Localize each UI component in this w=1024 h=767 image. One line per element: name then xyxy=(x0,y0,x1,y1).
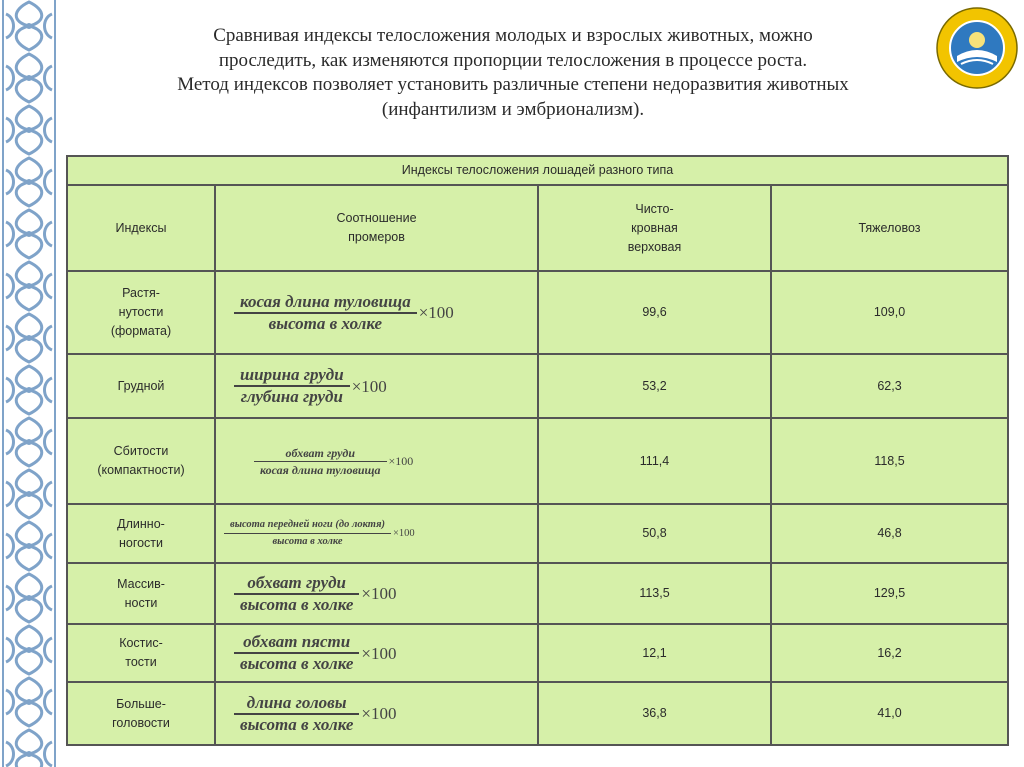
intro-line: (инфантилизм и эмбрионализм). xyxy=(381,98,645,120)
index-name-line: Грудной xyxy=(117,378,165,393)
index-name xyxy=(67,354,215,418)
index-name xyxy=(67,271,215,354)
formula-multiplier: ×100 xyxy=(393,528,415,539)
ratio-formula xyxy=(215,563,538,624)
formula-fraction xyxy=(234,632,359,674)
formula-numerator: обхват груди xyxy=(254,445,387,462)
table-title: Индексы телосложения лошадей разного типа xyxy=(67,156,1008,185)
formula-fraction xyxy=(234,292,417,334)
index-name-line: Массив- xyxy=(117,576,165,591)
ratio-formula xyxy=(215,624,538,682)
formula-denominator: высота в холке xyxy=(240,594,354,614)
formula-multiplier: ×100 xyxy=(361,643,397,663)
value-riding: 36,8 xyxy=(538,682,771,745)
body-index-table xyxy=(66,155,1009,746)
ratio-formula xyxy=(215,354,538,418)
university-emblem-icon xyxy=(935,6,1019,90)
table-row xyxy=(67,682,1008,745)
formula-fraction xyxy=(234,693,359,735)
value-draft: 129,5 xyxy=(771,563,1008,624)
value-draft: 16,2 xyxy=(771,624,1008,682)
table-row xyxy=(67,271,1008,354)
index-name xyxy=(67,624,215,682)
index-name-line: Растя- xyxy=(122,286,160,300)
index-name xyxy=(67,418,215,504)
index-name-line: тости xyxy=(125,655,157,669)
header-ratio-line: Соотношение xyxy=(336,211,417,225)
value-draft: 118,5 xyxy=(771,418,1008,504)
header-riding-line: Чисто- xyxy=(635,201,674,216)
index-name-line: Больше- xyxy=(116,696,166,711)
formula-denominator: высота в холке xyxy=(268,313,383,333)
header-riding xyxy=(538,185,771,271)
value-riding: 50,8 xyxy=(538,504,771,563)
formula-denominator: высота в холке xyxy=(240,714,354,734)
header-riding-line: кровная xyxy=(631,220,678,235)
ratio-formula xyxy=(215,271,538,354)
table-row xyxy=(67,354,1008,418)
formula-fraction xyxy=(234,365,350,407)
table-title-row xyxy=(67,156,1008,185)
formula-multiplier: ×100 xyxy=(418,303,454,322)
intro-line: Метод индексов позволяет установить различные степени недоразвития животных xyxy=(177,74,849,95)
value-draft: 46,8 xyxy=(771,504,1008,563)
formula-fraction xyxy=(254,445,387,478)
header-riding-line: верховая xyxy=(627,239,682,254)
formula-numerator: обхват груди xyxy=(234,573,359,595)
formula-numerator: ширина груди xyxy=(234,365,350,387)
index-name-line: головости xyxy=(112,715,170,730)
index-name-line: ности xyxy=(124,595,158,610)
formula-fraction xyxy=(234,573,359,615)
value-riding: 99,6 xyxy=(538,271,771,354)
header-ratio-line: промеров xyxy=(348,230,405,244)
index-name-line: Сбитости xyxy=(113,444,169,458)
ratio-formula xyxy=(215,418,538,504)
formula-denominator: высота в холке xyxy=(272,536,343,547)
intro-line: Сравнивая индексы телосложения молодых и взрослых животных, можно xyxy=(213,25,813,46)
index-name-line: нутости xyxy=(118,305,164,319)
header-ratio xyxy=(215,185,538,271)
formula-multiplier: ×100 xyxy=(351,376,387,396)
index-name-line: ногости xyxy=(118,535,164,550)
formula-numerator: высота передней ноги (до локтя) xyxy=(224,517,391,534)
value-riding: 12,1 xyxy=(538,624,771,682)
intro-text xyxy=(88,24,938,122)
formula-multiplier: ×100 xyxy=(361,584,397,603)
index-name-line: Длинно- xyxy=(117,516,165,531)
ratio-formula xyxy=(215,682,538,745)
index-name-line: (компактности) xyxy=(97,463,185,477)
ratio-formula xyxy=(215,504,538,563)
index-name xyxy=(67,504,215,563)
formula-fraction xyxy=(224,517,391,550)
table-header-row xyxy=(67,185,1008,271)
formula-numerator: обхват пясти xyxy=(234,632,359,654)
table-row xyxy=(67,563,1008,624)
table-row xyxy=(67,418,1008,504)
formula-denominator: высота в холке xyxy=(240,654,354,673)
formula-numerator: косая длина туловища xyxy=(234,292,417,314)
value-draft: 62,3 xyxy=(771,354,1008,418)
intro-line: проследить, как изменяются пропорции телосложения в процессе роста. xyxy=(218,49,808,71)
formula-denominator: косая длина туловища xyxy=(260,462,381,477)
value-draft: 109,0 xyxy=(771,271,1008,354)
index-name xyxy=(67,682,215,745)
value-draft: 41,0 xyxy=(771,682,1008,745)
header-index: Индексы xyxy=(67,185,215,271)
table-row xyxy=(67,624,1008,682)
formula-numerator: длина головы xyxy=(234,693,359,715)
value-riding: 113,5 xyxy=(538,563,771,624)
formula-denominator: глубина груди xyxy=(240,387,343,406)
index-name-line: (формата) xyxy=(110,324,172,338)
value-riding: 53,2 xyxy=(538,354,771,418)
index-name xyxy=(67,563,215,624)
table-row xyxy=(67,504,1008,563)
formula-multiplier: ×100 xyxy=(388,453,414,468)
formula-multiplier: ×100 xyxy=(361,704,397,723)
header-draft: Тяжеловоз xyxy=(771,185,1008,271)
index-name-line: Костис- xyxy=(119,636,163,650)
side-ornament xyxy=(0,0,58,767)
value-riding: 111,4 xyxy=(538,418,771,504)
